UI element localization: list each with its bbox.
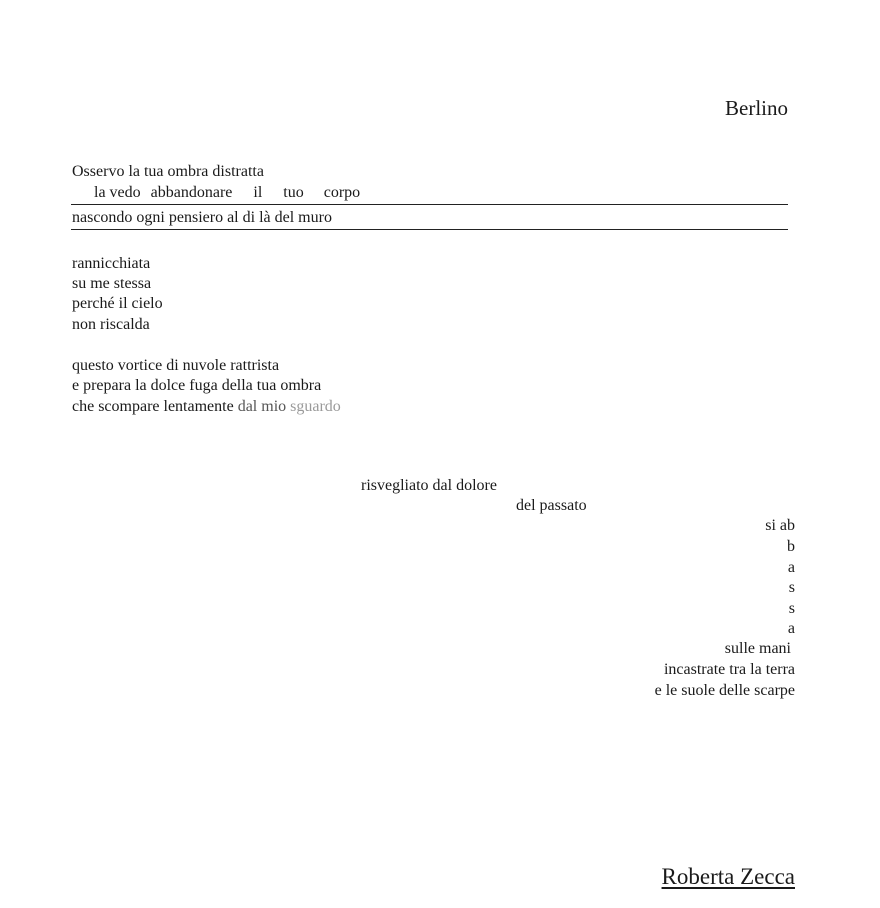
stanza4-line6: e le suole delle scarpe xyxy=(654,682,795,699)
stanza4-line4: sulle mani xyxy=(724,640,791,657)
upper-rule xyxy=(71,204,788,205)
line2-word-2: abbandonare xyxy=(150,184,233,201)
stanza3-line3 xyxy=(72,397,341,417)
stanza3-line1: questo vortice di nuvole rattrista xyxy=(72,357,280,374)
stanza4-line3: si ab xyxy=(765,517,795,534)
stanza1-line1: Osservo la tua ombra distratta xyxy=(72,163,264,180)
stanza3-line3-part-c: sguardo xyxy=(286,398,341,415)
falling-letter-1: b xyxy=(787,538,795,555)
poem-title: Berlino xyxy=(725,96,788,120)
stanza1-line2 xyxy=(94,183,360,203)
stanza2-line1: rannicchiata xyxy=(72,255,151,272)
falling-letter-3: s xyxy=(788,579,795,596)
falling-letter-4: s xyxy=(788,600,795,617)
stanza3-line3-part-a: che scompare lentamente xyxy=(72,398,234,415)
stanza2-line4: non riscalda xyxy=(72,316,150,333)
stanza4-line1: risvegliato dal dolore xyxy=(361,477,497,494)
line2-word-1: la vedo xyxy=(94,184,141,201)
stanza4-line5: incastrate tra la terra xyxy=(663,661,795,678)
stanza2-line3: perché il cielo xyxy=(72,295,163,312)
line2-word-3: il xyxy=(253,184,263,201)
falling-letter-2: a xyxy=(787,559,795,576)
line2-word-5: corpo xyxy=(323,184,361,201)
falling-letter-5: a xyxy=(787,620,795,637)
stanza4-line2: del passato xyxy=(516,497,587,514)
stanza3-line3-part-b: dal mio xyxy=(233,398,287,415)
author-signature: Roberta Zecca xyxy=(661,864,795,889)
stanza1-line3: nascondo ogni pensiero al di là del muro xyxy=(72,209,332,226)
lower-rule xyxy=(71,229,788,230)
stanza3-line2: e prepara la dolce fuga della tua ombra xyxy=(72,377,322,394)
line2-word-4: tuo xyxy=(283,184,304,201)
stanza2-line2: su me stessa xyxy=(72,275,152,292)
